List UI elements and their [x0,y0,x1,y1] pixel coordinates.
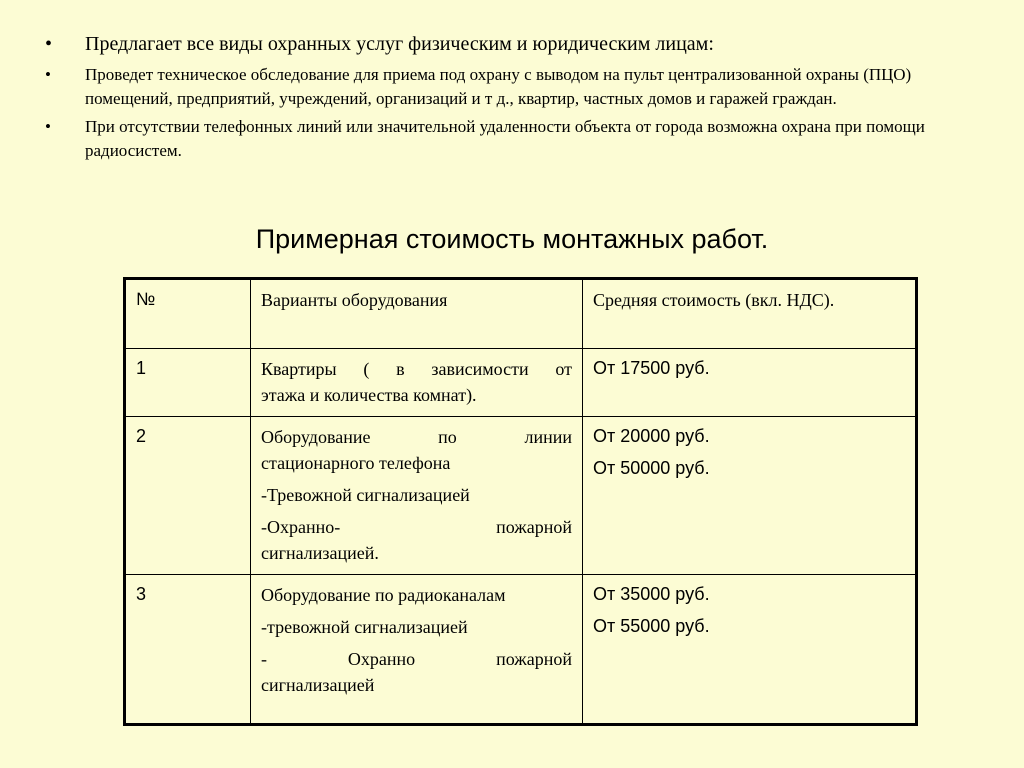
bullet-text: Проведет техническое обследование для приема под охрану с выводом на пульт централизованной охраны (ПЦО) помещений, предприятий, учреждений, организаций и т д., квартир, частных домов и гаражей граждан. [85,65,912,108]
bullet-inspection [45,63,975,111]
equipment-line: стационарного телефона [261,453,451,473]
equipment-line: сигнализацией [261,675,375,695]
bullet-radio [45,115,975,163]
bullet-marker: • [45,117,51,136]
header-equipment: Варианты оборудования [251,279,583,349]
bullet-marker: • [45,33,53,55]
intro-bullet-list [45,31,975,167]
price-value: От 50000 руб. [593,458,710,478]
table-row [125,417,917,575]
equipment-line: Оборудование по линии [261,427,572,447]
price-value: От 35000 руб. [593,584,710,604]
bullet-text: При отсутствии телефонных линий или значительной удаленности объекта от города возможна охрана при помощи радиосистем. [85,117,925,160]
cost-table [123,277,918,726]
row-cost [583,575,917,725]
row-cost [583,417,917,575]
equipment-line: сигнализацией. [261,543,379,563]
equipment-line: -тревожной сигнализацией [261,617,468,637]
table-header-row [125,279,917,349]
equipment-line: Квартиры ( в зависимости от [261,359,572,379]
row-number: 2 [125,417,251,575]
equipment-line: - Охранно пожарной [261,649,572,669]
equipment-line: этажа и количества комнат). [261,385,477,405]
row-number: 3 [125,575,251,725]
row-equipment [251,349,583,417]
row-cost [583,349,917,417]
bullet-marker: • [45,65,51,84]
price-value: От 55000 руб. [593,616,710,636]
row-equipment [251,575,583,725]
table-row [125,575,917,725]
equipment-line: Оборудование по радиоканалам [261,585,506,605]
bullet-services [45,31,975,57]
equipment-line: -Охранно- пожарной [261,517,572,537]
table-row [125,349,917,417]
row-number: 1 [125,349,251,417]
row-equipment [251,417,583,575]
equipment-line: -Тревожной сигнализацией [261,485,470,505]
bullet-text: Предлагает все виды охранных услуг физическим и юридическим лицам: [85,33,714,55]
price-value: От 17500 руб. [593,358,710,378]
table-title: Примерная стоимость монтажных работ. [255,224,769,254]
price-value: От 20000 руб. [593,426,710,446]
header-cost: Средняя стоимость (вкл. НДС). [583,279,917,349]
header-number: № [125,279,251,349]
